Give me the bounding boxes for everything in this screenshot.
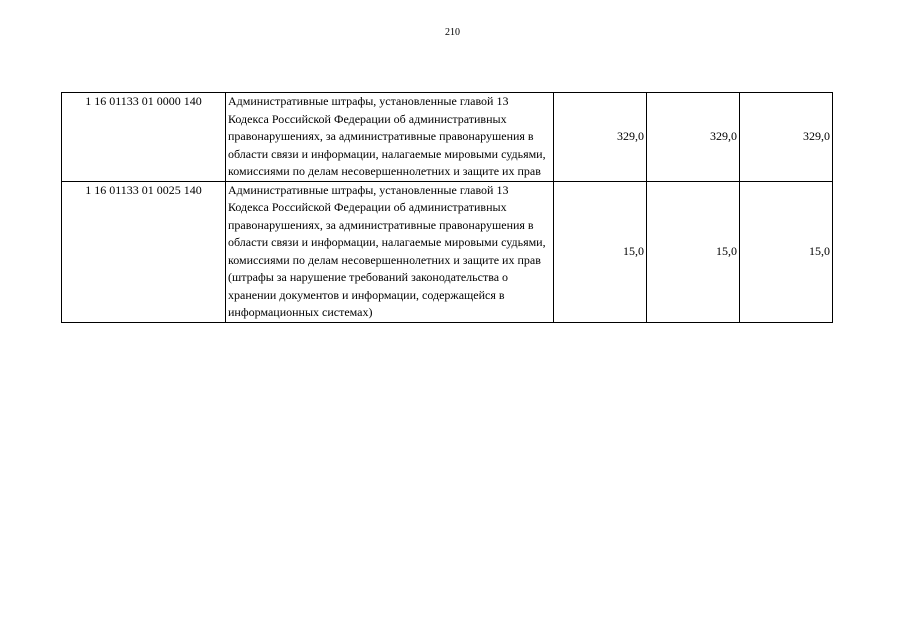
table-row [62, 181, 833, 322]
amount-cell-year-1: 329,0 [554, 93, 647, 182]
budget-classification-code: 1 16 01133 01 0025 140 [62, 181, 226, 322]
budget-revenue-table [61, 92, 833, 323]
amount-cell-year-3: 15,0 [740, 181, 833, 322]
page-number: 210 [445, 27, 460, 38]
amount-cell-year-3: 329,0 [740, 93, 833, 182]
amount-cell-year-2: 329,0 [647, 93, 740, 182]
amount-cell-year-2: 15,0 [647, 181, 740, 322]
amount-cell-year-1: 15,0 [554, 181, 647, 322]
table-row [62, 93, 833, 182]
revenue-description: Административные штрафы, установленные главой 13 Кодекса Российской Федерации об административных правонарушениях, за административные правонарушения в области связи и информации, налагаемые мировыми судьями, комиссиями по делам несовершеннолетних и защите их прав (штрафы за нарушение требований законодательства о хранении документов и информации, содержащейся в информационных системах) [226, 181, 554, 322]
budget-classification-code: 1 16 01133 01 0000 140 [62, 93, 226, 182]
revenue-description: Административные штрафы, установленные главой 13 Кодекса Российской Федерации об административных правонарушениях, за административные правонарушения в области связи и информации, налагаемые мировыми судьями, комиссиями по делам несовершеннолетних и защите их прав [226, 93, 554, 182]
